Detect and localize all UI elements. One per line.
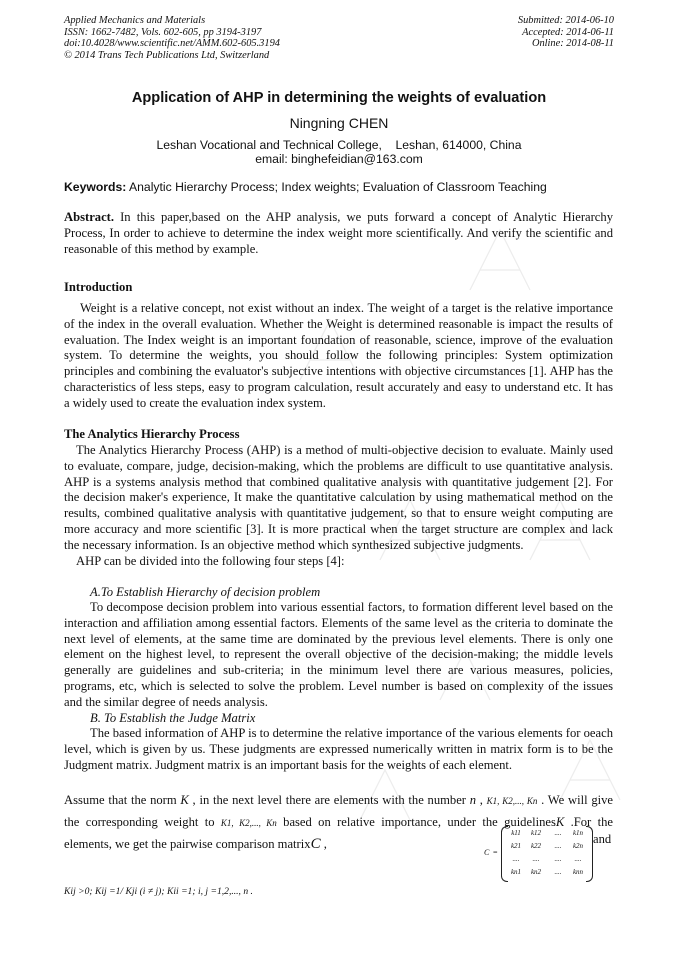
- online-date: Online: 2014-08-11: [531, 38, 614, 50]
- norm-variable: K: [180, 793, 189, 807]
- ahp-paragraph: The Analytics Hierarchy Process (AHP) is a method of multi-objective decision to evaluate. Mainly used to evaluate, compare, judge, decision-making, which the problems are difficult to use quantitative analysis. AHP is a systems analysis method that combined qualitative analysis with quantitative judgement [2]. For the decision maker's experience, It make the quantitative calculation by using mathematical method on the results, combined qualitative analysis with quantitative judgement, so that to ensure weight computing are more accuracy and more scientific [3]. It is more practical when the target structure are complex and lack the necessary information. Is an objective method which synthesized subjective judgments.: [64, 443, 613, 552]
- ahp-steps-intro: AHP can be divided into the following four steps [4]:: [76, 553, 345, 568]
- journal-doi: doi:10.4028/www.scientific.net/AMM.602-605.3194: [64, 38, 280, 50]
- guideline-variable: K: [555, 815, 565, 829]
- assume-text-4: . We will give the corresponding weight to: [64, 793, 613, 829]
- keywords-label: Keywords:: [64, 180, 127, 194]
- introduction-body: [64, 301, 613, 412]
- journal-name: Applied Mechanics and Materials: [64, 15, 206, 26]
- journal-header: [64, 15, 280, 61]
- step-a-heading: A.To Establish Hierarchy of decision problem: [90, 585, 321, 599]
- dates-header: [518, 15, 614, 50]
- paper-title: Application of AHP in determining the weights of evaluation: [131, 90, 547, 106]
- assume-text-5: based on relative importance, under the guidelines: [276, 815, 556, 829]
- matrix-cell: ....: [554, 829, 562, 837]
- introduction-heading: Introduction: [64, 280, 133, 294]
- matrix-cell: kn1: [510, 868, 522, 876]
- matrix-cell: ....: [512, 855, 520, 863]
- c-variable: C: [310, 836, 321, 852]
- step-a-paragraph: To decompose decision problem into various essential factors, to formation different level based on the interaction and affiliation among essential factors. Elements of the same level as the criteria to dominate the next level of elements, at the same time are dominated by the previous level elements. There is only one element on the highest level, to represent the overall objective of the decision-making; the middle levels generally are guidelines and sub-criteria; in the minimum level there are various measures, policies, programs, etc, which is selected to solve the problem. Level number is based on complexity of the issues and the similar degree of needs analysis.: [64, 600, 613, 709]
- matrix-cell: k22: [530, 842, 542, 850]
- accepted-date: Accepted: 2014-06-11: [522, 26, 614, 38]
- keywords-text: Analytic Hierarchy Process; Index weights; Evaluation of Classroom Teaching: [126, 180, 547, 194]
- assume-text-3: ,: [476, 793, 487, 807]
- submitted-date: Submitted: 2014-06-10: [517, 15, 614, 26]
- email: email: binghefeidian@163.com: [255, 152, 423, 166]
- matrix-equals: =: [493, 848, 498, 857]
- matrix-cell: ....: [532, 855, 540, 863]
- introduction-paragraph: Weight is a relative concept, not exist without an index. The weight of a target is the relative importance of the index in the overall evaluation. Whether the Weight is determined reasonable is impact the results of evaluation. The Index weight is an important foundation of reasonable, science, improve of the evaluation system. To determine the weights, you should follow the following principles: System optimization principles and combining the evaluator's subjective intentions with objective circumstances [1]. AHP has the characteristics of less steps, easy to program calculation, result accurately and easy to understand etc. It has a widely used to create the evaluation index system.: [64, 301, 613, 410]
- matrix-cell: k12: [530, 829, 542, 837]
- element-list: K1, K2,..., Kn: [486, 796, 538, 806]
- abstract-text: In this paper,based on the AHP analysis, we puts forward a concept of Analytic Hierarchy Process, In order to achieve to determine the index weight more scientifically. And verify the scientific and reasonable of this method by example.: [64, 210, 613, 256]
- matrix-cell: ....: [574, 855, 582, 863]
- keywords: [64, 180, 624, 194]
- step-a-body: [64, 600, 613, 711]
- author-name: Ningning CHEN: [289, 115, 389, 131]
- assume-text-7: ,: [320, 837, 327, 851]
- matrix-cell: kn2: [530, 868, 542, 876]
- affiliation-block: [0, 138, 678, 166]
- and-word: and: [593, 832, 612, 846]
- assume-text-1: Assume that the norm: [64, 793, 181, 807]
- step-b-body: [64, 726, 613, 773]
- comparison-matrix: [484, 824, 596, 882]
- matrix-condition: Kij >0; Kij =1/ Kji (i ≠ j); Kii =1; i, j =1,2,..., n .: [64, 886, 253, 897]
- ahp-body: [64, 443, 613, 569]
- matrix-cell: ....: [554, 842, 562, 850]
- step-b-paragraph: The based information of AHP is to determine the relative importance of the various elements for oeach level, which is given by us. These judgments are expressed numerically written in matrix form is to be the Judgment matrix. Judgment matrix is an important basis for the weights of each element.: [64, 726, 613, 772]
- matrix-cell: k21: [510, 842, 522, 850]
- assume-text-2: , in the next level there are elements with the number: [188, 793, 470, 807]
- abstract: [64, 210, 613, 257]
- abstract-label: Abstract.: [64, 210, 115, 224]
- matrix-cell: k2n: [572, 842, 584, 850]
- ahp-heading: The Analytics Hierarchy Process: [64, 427, 240, 441]
- matrix-cell: ....: [554, 855, 562, 863]
- assume-text-6: .For the elements, we get the pairwise comparison matrix: [64, 815, 613, 851]
- matrix-cell: ....: [554, 868, 562, 876]
- affiliation: Leshan Vocational and Technical College, Leshan, 614000, China: [156, 138, 522, 152]
- step-b-heading: B. To Establish the Judge Matrix: [90, 711, 256, 725]
- matrix-cell: k1n: [572, 829, 584, 837]
- matrix-cell: k11: [511, 829, 521, 837]
- matrix-cell: knn: [572, 868, 584, 876]
- matrix-name: C: [484, 848, 490, 857]
- n-variable: n: [469, 793, 477, 807]
- weight-list: K1, K2,..., Kn: [220, 818, 277, 828]
- journal-issn: ISSN: 1662-7482, Vols. 602-605, pp 3194-3197: [64, 26, 262, 38]
- journal-copyright: © 2014 Trans Tech Publications Ltd, Switzerland: [64, 49, 270, 61]
